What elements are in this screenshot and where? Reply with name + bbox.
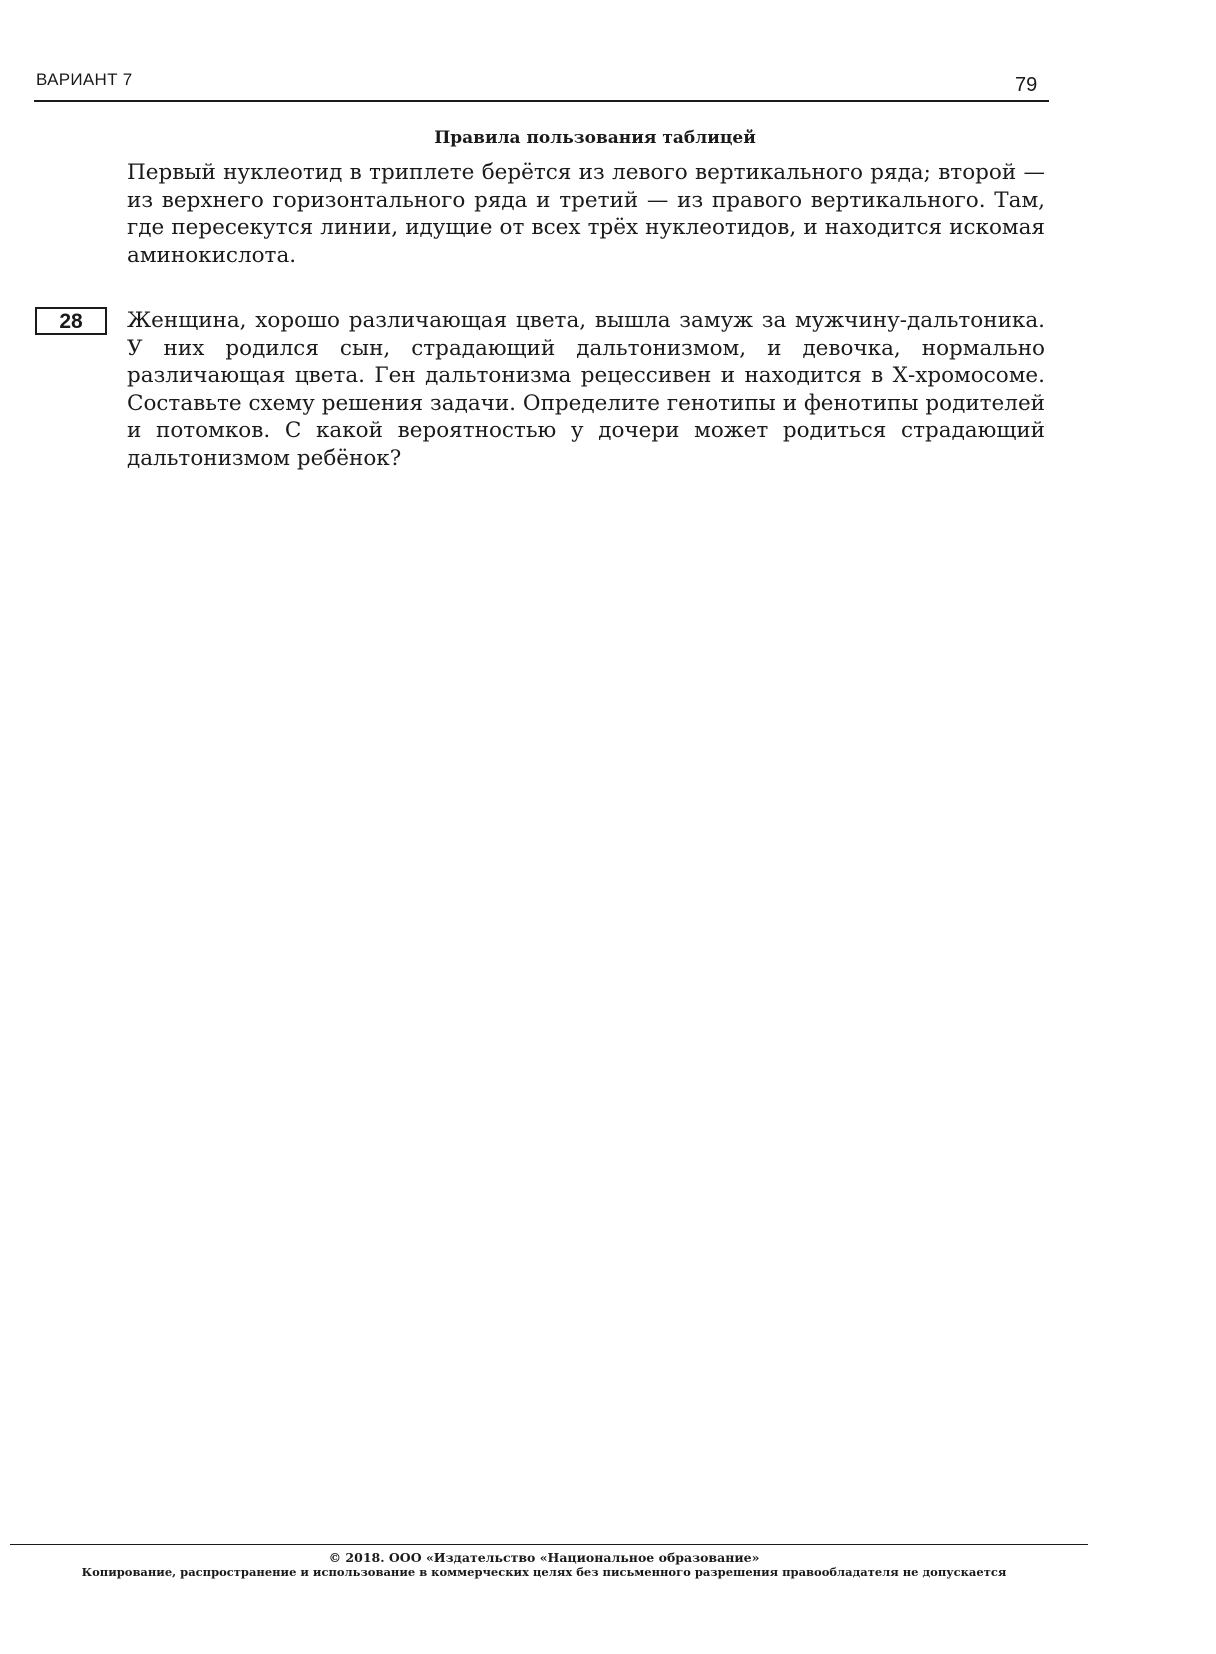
variant-label: ВАРИАНТ 7 [36, 70, 133, 89]
rules-paragraph: Первый нуклеотид в триплете берётся из левого вертикального ряда; второй — из верхнего горизонтального ряда и третий — из правого вертикального. Там, где пересекутся линии, идущие от всех трёх нуклеотидов, и находится искомая аминокислота. [127, 160, 1045, 268]
task-text: Женщина, хорошо различающая цвета, вышла замуж за мужчину-дальтоника. У них родился сын, страдающий дальтонизмом, и девочка, нормально различающая цвета. Ген дальтонизма рецессивен и находится в Х-хромосоме. Составьте схему решения задачи. Определите генотипы и фенотипы родителей и потомков. С какой вероятностью у дочери может родиться страдающий дальтонизмом ребёнок? [127, 308, 1045, 471]
header-divider [34, 100, 1049, 102]
copyright-notice: Копирование, распространение и использование в коммерческих целях без письменного разрешения правообладателя не допускается [81, 1565, 1007, 1579]
section-heading: Правила пользования таблицей [434, 128, 756, 148]
copyright-line: © 2018. ООО «Издательство «Национальное образование» [328, 1550, 760, 1565]
task-number-box: 28 [35, 307, 107, 335]
page-number: 79 [1015, 74, 1038, 96]
footer-divider [10, 1544, 1088, 1545]
